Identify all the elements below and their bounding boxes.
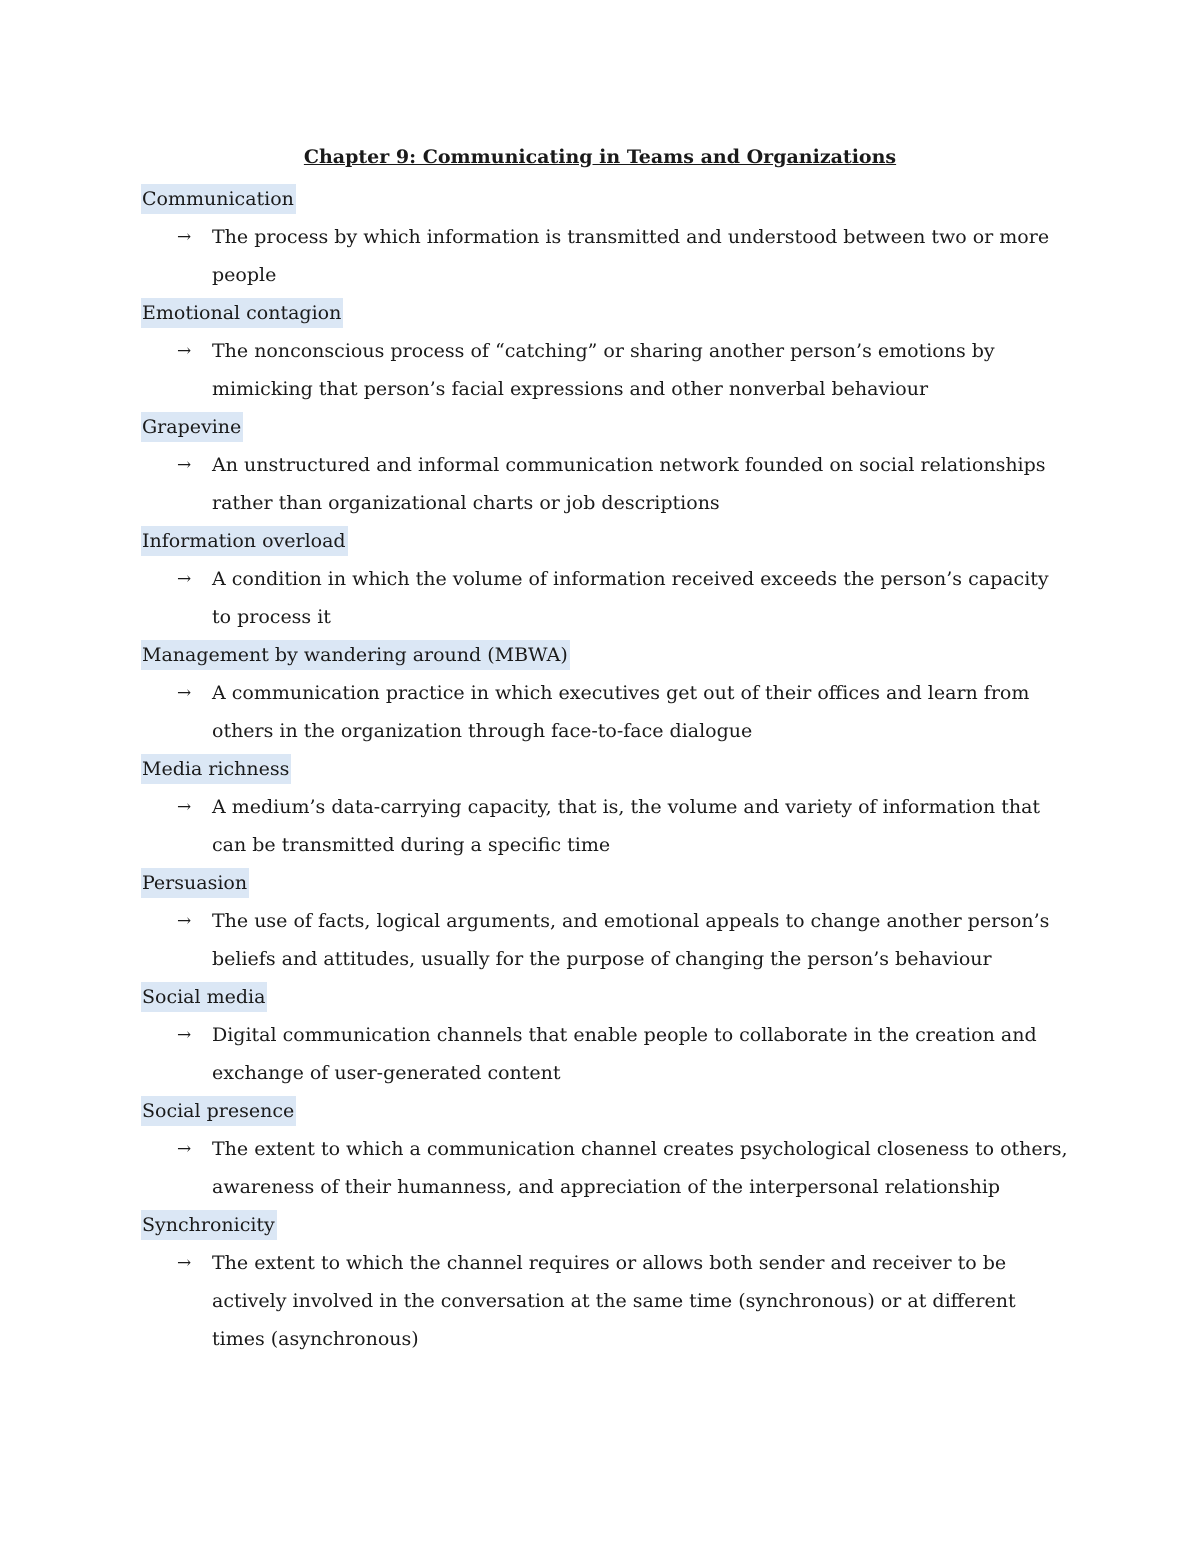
glossary-list [141, 180, 1071, 1358]
definition [141, 1244, 1071, 1358]
arrow-icon: → [177, 569, 192, 589]
term-highlight: Communication [141, 184, 296, 214]
term-highlight: Media richness [141, 754, 291, 784]
definition-text: Digital communication channels that enable people to collaborate in the creation and exchange of user-generated content [212, 1024, 1037, 1084]
glossary-entry [141, 1092, 1071, 1130]
term-highlight: Social presence [141, 1096, 296, 1126]
definition [141, 674, 1071, 750]
definition-text: An unstructured and informal communication network founded on social relationships rather than organizational charts or job descriptions [212, 454, 1046, 514]
definition-text: The use of facts, logical arguments, and emotional appeals to change another person’s beliefs and attitudes, usually for the purpose of changing the person’s behaviour [212, 910, 1050, 970]
definition-text: The process by which information is transmitted and understood between two or more people [212, 226, 1050, 286]
term-highlight: Management by wandering around (MBWA) [141, 640, 570, 670]
glossary-entry [141, 636, 1071, 674]
glossary-entry [141, 864, 1071, 902]
definition-text: The nonconscious process of “catching” or sharing another person’s emotions by mimicking that person’s facial expressions and other nonverbal behaviour [212, 340, 995, 400]
arrow-icon: → [177, 1139, 192, 1159]
glossary-entry [141, 294, 1071, 332]
term-highlight: Grapevine [141, 412, 243, 442]
definition [141, 446, 1071, 522]
definition [141, 560, 1071, 636]
glossary-entry [141, 978, 1071, 1016]
glossary-entry [141, 180, 1071, 218]
term-highlight: Synchronicity [141, 1210, 277, 1240]
arrow-icon: → [177, 455, 192, 475]
definition [141, 1016, 1071, 1092]
arrow-icon: → [177, 911, 192, 931]
definition-text: A communication practice in which executives get out of their offices and learn from others in the organization through face-to-face dialogue [212, 682, 1030, 742]
term-highlight: Social media [141, 982, 267, 1012]
glossary-entry [141, 750, 1071, 788]
definition-text: A condition in which the volume of information received exceeds the person’s capacity to process it [212, 568, 1049, 628]
definition-text: A medium’s data-carrying capacity, that is, the volume and variety of information that can be transmitted during a specific time [212, 796, 1041, 856]
arrow-icon: → [177, 1025, 192, 1045]
glossary-entry [141, 408, 1071, 446]
glossary-entry [141, 522, 1071, 560]
arrow-icon: → [177, 683, 192, 703]
definition-text: The extent to which a communication channel creates psychological closeness to others, awareness of their humanness, and appreciation of the interpersonal relationship [212, 1138, 1068, 1198]
term-highlight: Persuasion [141, 868, 249, 898]
arrow-icon: → [177, 1253, 192, 1273]
term-highlight: Information overload [141, 526, 348, 556]
glossary-entry [141, 1206, 1071, 1244]
arrow-icon: → [177, 227, 192, 247]
definition [141, 1130, 1071, 1206]
definition [141, 788, 1071, 864]
definition [141, 218, 1071, 294]
term-highlight: Emotional contagion [141, 298, 343, 328]
definition-text: The extent to which the channel requires or allows both sender and receiver to be actively involved in the conversation at the same time (synchronous) or at different times (asynchronous) [212, 1252, 1016, 1350]
definition [141, 902, 1071, 978]
arrow-icon: → [177, 797, 192, 817]
definition [141, 332, 1071, 408]
arrow-icon: → [177, 341, 192, 361]
page-title: Chapter 9: Communicating in Teams and Organizations [303, 146, 897, 168]
